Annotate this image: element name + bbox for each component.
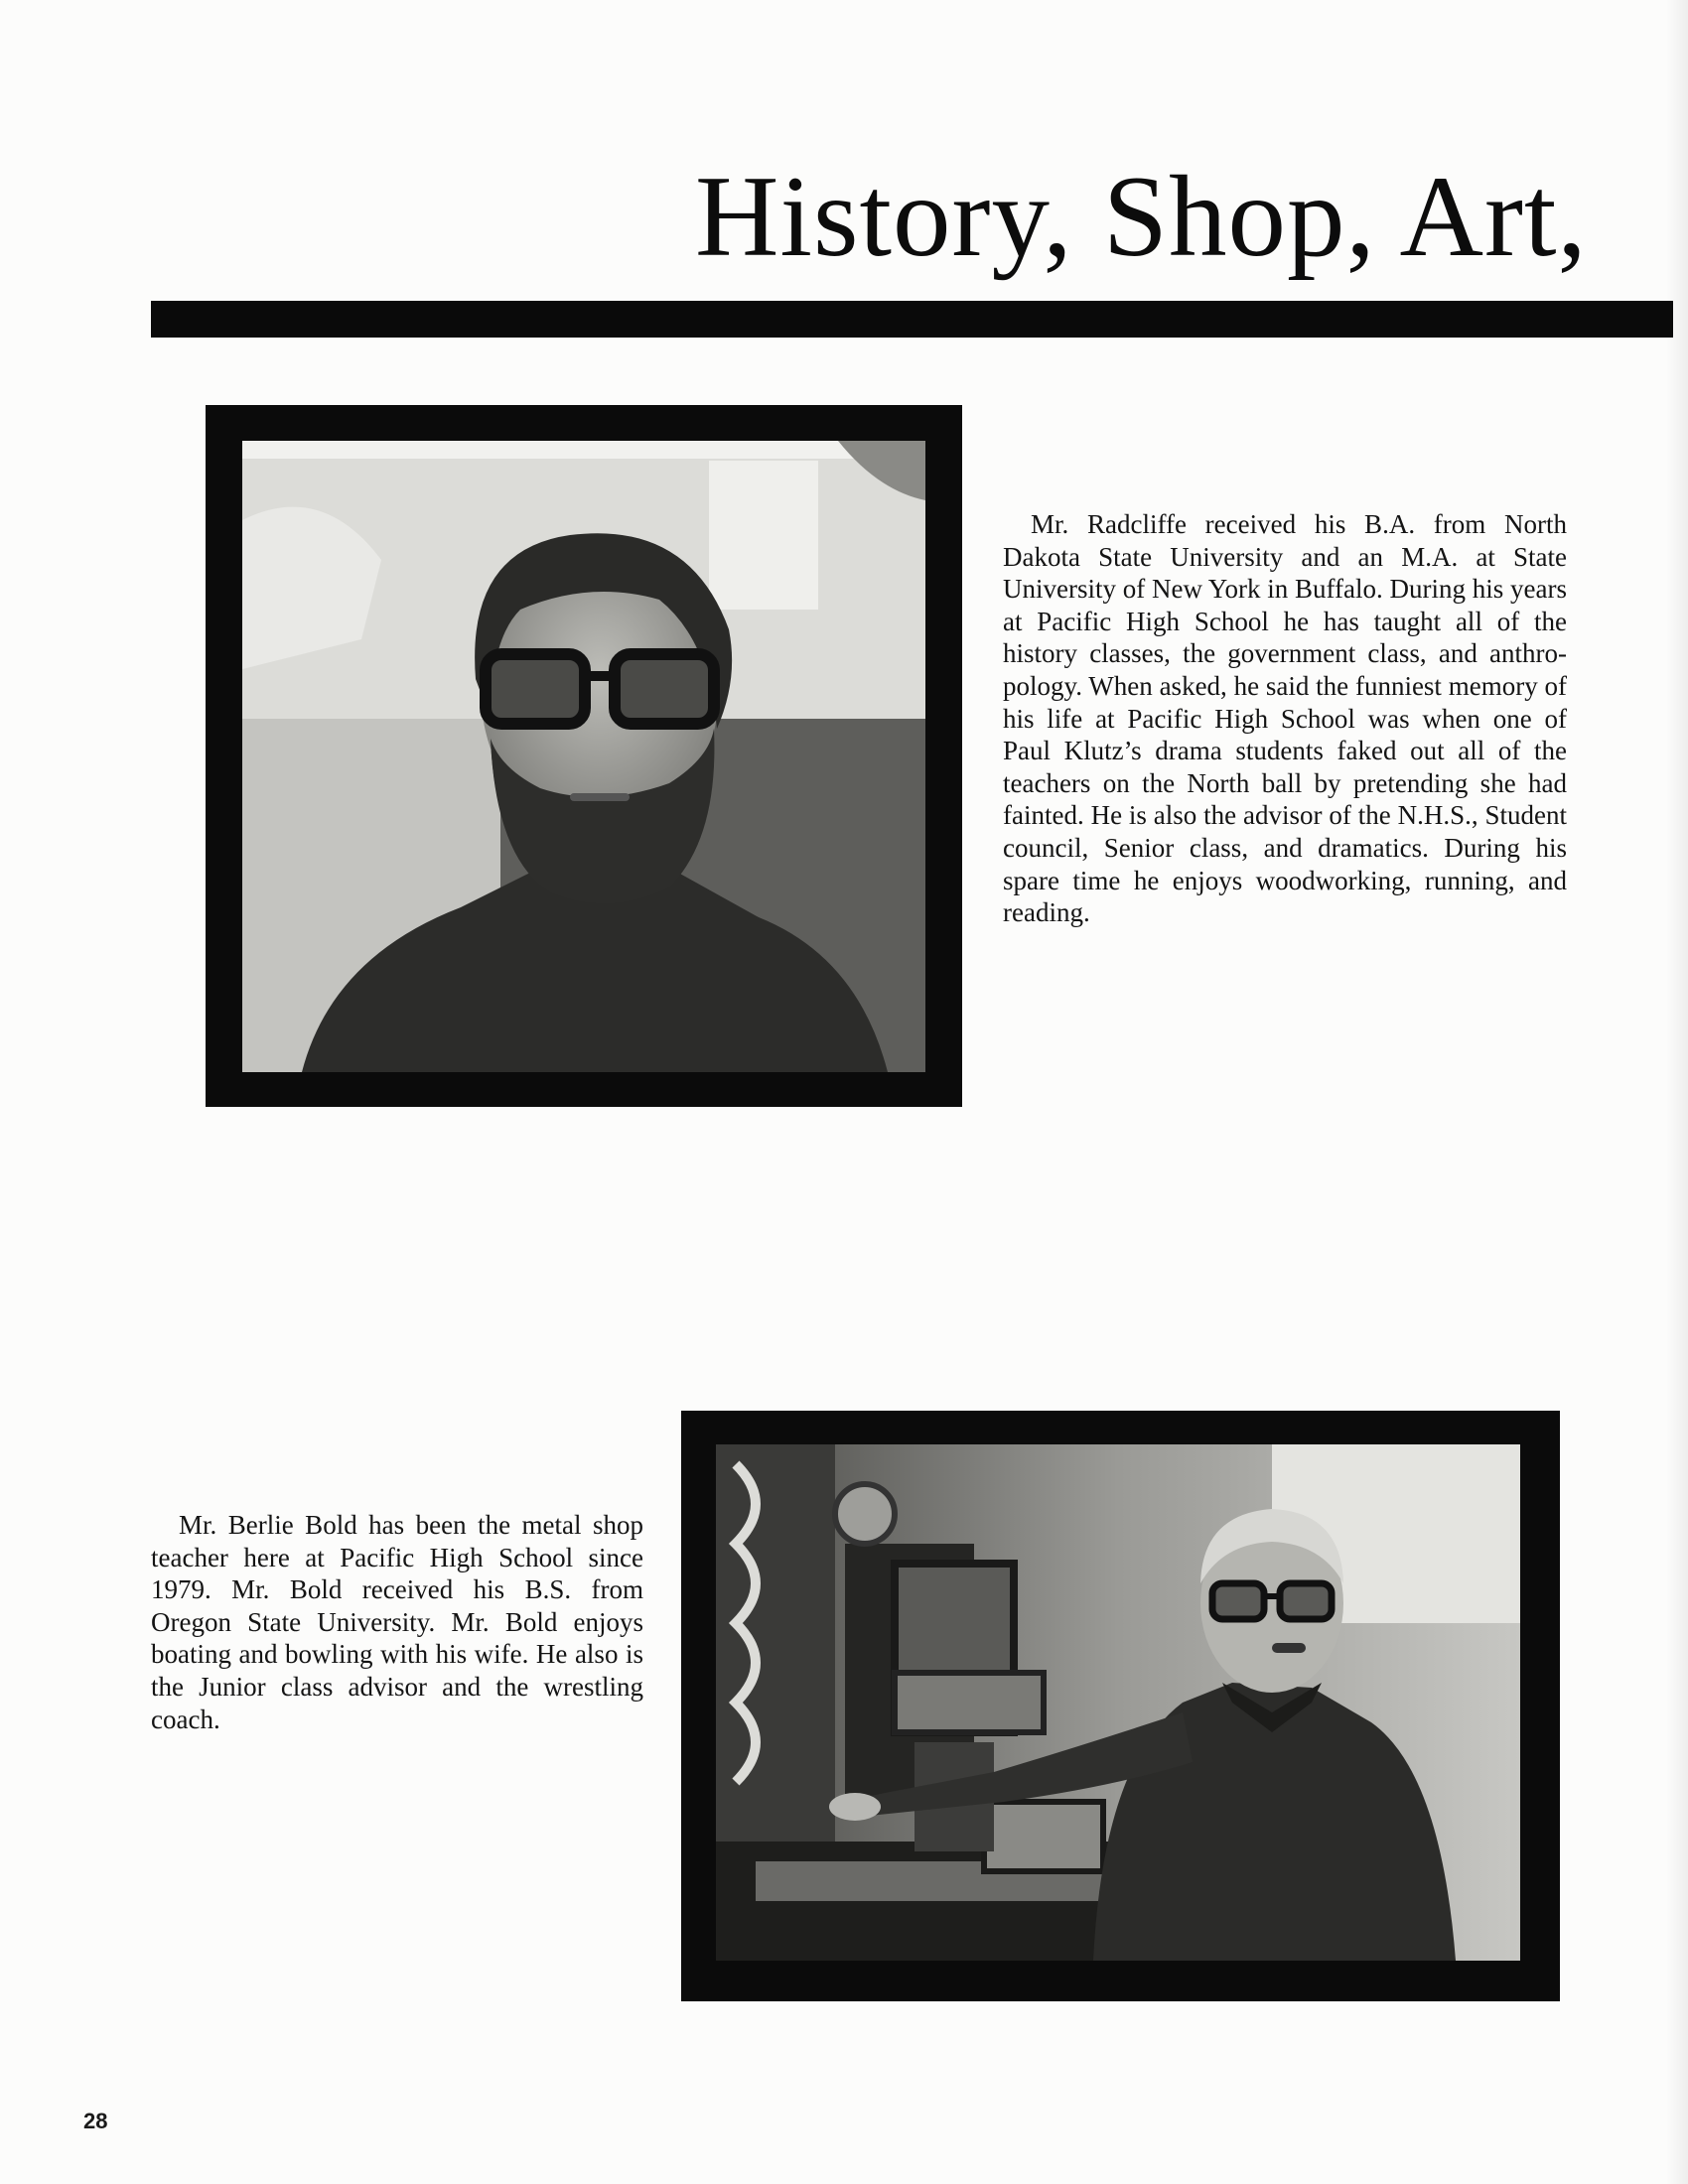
photo-radcliffe xyxy=(242,441,925,1072)
title-rule xyxy=(151,301,1673,338)
page-edge-shadow xyxy=(1666,0,1688,2184)
bio-radcliffe: Mr. Radcliffe received his B.A. from North Dakota State University and an M.A. at State University of New York in Buffalo. During his years at Pacific High School he has taught all of the history classes, the government class, and anthropology. When asked, he said the funniest memory of his life at Pacific High School was when one of Paul Klutz’s drama students faked out all of the teachers on the North ball by pretending she had fainted. He is also the advisor of the N.H.S., Student council, Senior class, and dramatics. During his spare time he enjoys woodworking, running, and reading. xyxy=(1003,509,1567,928)
page-number: 28 xyxy=(83,2109,108,2133)
photo-frame-bold xyxy=(681,1411,1560,2001)
page-title: History, Shop, Art, xyxy=(695,153,1588,281)
photo-bold xyxy=(716,1444,1520,1961)
bio-bold: Mr. Berlie Bold has been the metal shop teacher here at Pacific High School since 1979. Mr. Bold received his B.S. from Oregon State University. Mr. Bold enjoys boating and bowling with his wife. He also is the Junior class advisor and the wrestling coach. xyxy=(151,1510,643,1734)
portrait-radcliffe-image xyxy=(242,441,925,1072)
photo-frame-radcliffe xyxy=(206,405,962,1107)
portrait-bold-image xyxy=(716,1444,1520,1961)
